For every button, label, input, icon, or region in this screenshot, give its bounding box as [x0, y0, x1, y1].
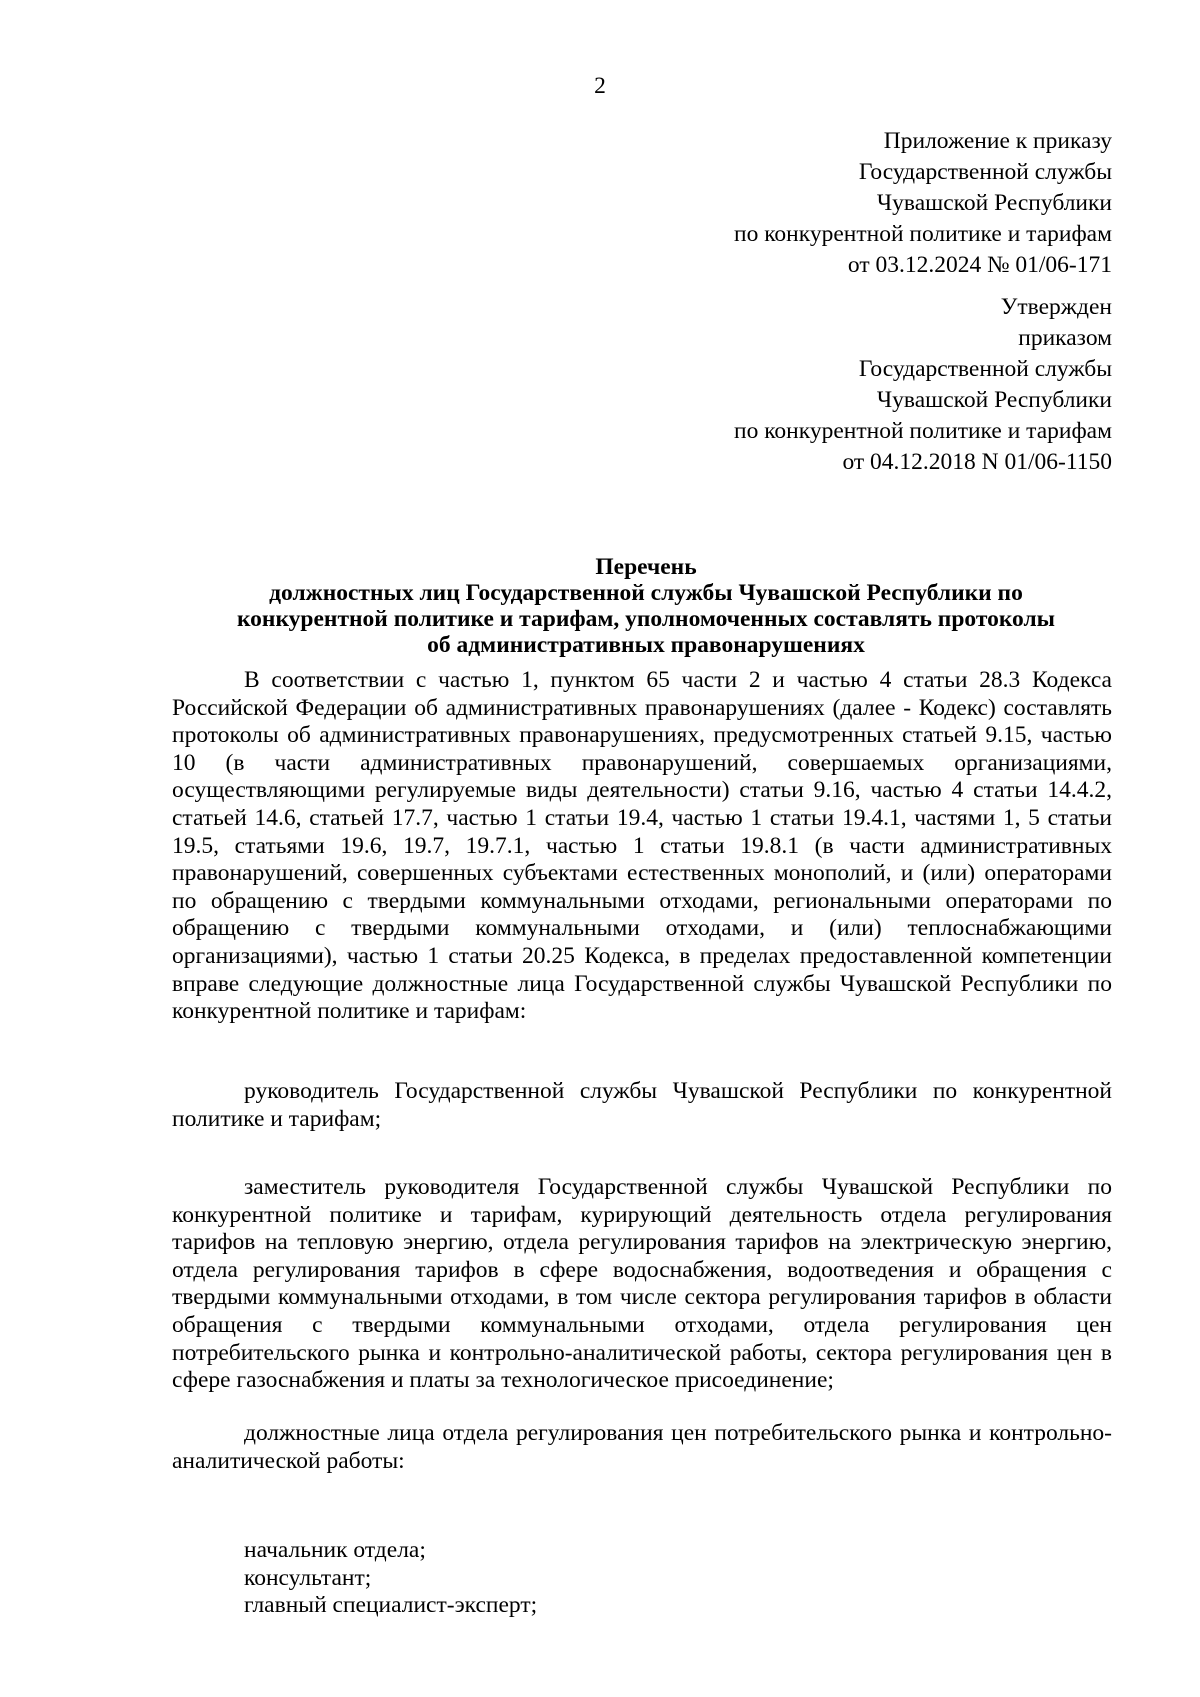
- paragraph-text: должностные лица отдела регулирования цен потребительского рынка и контрольно-аналитической работы:: [172, 1420, 1112, 1474]
- approval-line: Государственной службы: [858, 356, 1112, 382]
- approval-line: Чувашской Республики: [876, 387, 1112, 413]
- appendix-line: Чувашской Республики: [876, 190, 1112, 216]
- approval-line: по конкурентной политике и тарифам: [734, 418, 1112, 444]
- appendix-line: Государственной службы: [858, 159, 1112, 185]
- title-line: конкурентной политике и тарифам, уполномоченных составлять протоколы: [236, 606, 1056, 632]
- positions-list: [244, 1537, 1044, 1620]
- paragraph-deputy-head: [172, 1174, 1112, 1395]
- paragraph-text: В соответствии с частью 1, пунктом 65 части 2 и частью 4 статьи 28.3 Кодекса Российской Федерации об административных правонарушениях (далее - Кодекс) составлять протоколы об административных правонарушениях, предусмотренных статьей 9.15, частью 10 (в части административных правонарушений, совершаемых организациями, осуществляющими регулируемые виды деятельности) статьи 9.16, частью 4 статьи 14.4.2, статьей 14.6, статьей 17.7, частью 1 статьи 19.4, частью 1 статьи 19.4.1, частями 1, 5 статьи 19.5, статьями 19.6, 19.7, 19.7.1, частью 1 статьи 19.8.1 (в части административных правонарушений, совершенных субъектами естественных монополий, и (или) операторами по обращению с твердыми коммунальными отходами, региональными операторами по обращению с твердыми коммунальными отходами, и (или) теплоснабжающими организациями), частью 1 статьи 20.25 Кодекса, в пределах предоставленной компетенции вправе следующие должностные лица Государственной службы Чувашской Республики по конкурентной политике и тарифам:: [172, 667, 1112, 1025]
- paragraph-legal-basis: [172, 667, 1112, 1026]
- document-title: [180, 554, 1112, 658]
- appendix-header: [512, 126, 1112, 281]
- appendix-line: Приложение к приказу: [883, 128, 1112, 154]
- approval-line: приказом: [1018, 325, 1112, 351]
- title-line: об административных правонарушениях: [427, 632, 865, 658]
- approval-line: от 04.12.2018 N 01/06-1150: [842, 449, 1112, 475]
- approval-header: [512, 292, 1112, 478]
- paragraph-head: [172, 1078, 1112, 1133]
- title-line: Перечень: [595, 554, 697, 580]
- list-item: консультант;: [244, 1564, 372, 1591]
- approval-line: Утвержден: [1000, 294, 1112, 320]
- paragraph-text: заместитель руководителя Государственной службы Чувашской Республики по конкурентной политике и тарифам, курирующий деятельность отдела регулирования тарифов на тепловую энергию, отдела регулирования тарифов на электрическую энергию, отдела регулирования тарифов в сфере водоснабжения, водоотведения и обращения с твердыми коммунальными отходами, в том числе сектора регулирования тарифов в области обращения с твердыми коммунальными отходами, отдела регулирования цен потребительского рынка и контрольно-аналитической работы, сектора регулирования цен в сфере газоснабжения и платы за технологическое присоединение;: [172, 1174, 1112, 1394]
- paragraph-department-officials: [172, 1420, 1112, 1475]
- list-item: начальник отдела;: [244, 1537, 426, 1563]
- list-item: главный специалист-эксперт;: [244, 1592, 538, 1619]
- page-number: 2: [594, 73, 606, 99]
- title-line: должностных лиц Государственной службы Чувашской Республики по: [269, 580, 1023, 606]
- appendix-line: от 03.12.2024 № 01/06-171: [847, 252, 1112, 278]
- paragraph-text: руководитель Государственной службы Чувашской Республики по конкурентной политике и тарифам;: [172, 1078, 1112, 1132]
- appendix-line: по конкурентной политике и тарифам: [734, 221, 1112, 247]
